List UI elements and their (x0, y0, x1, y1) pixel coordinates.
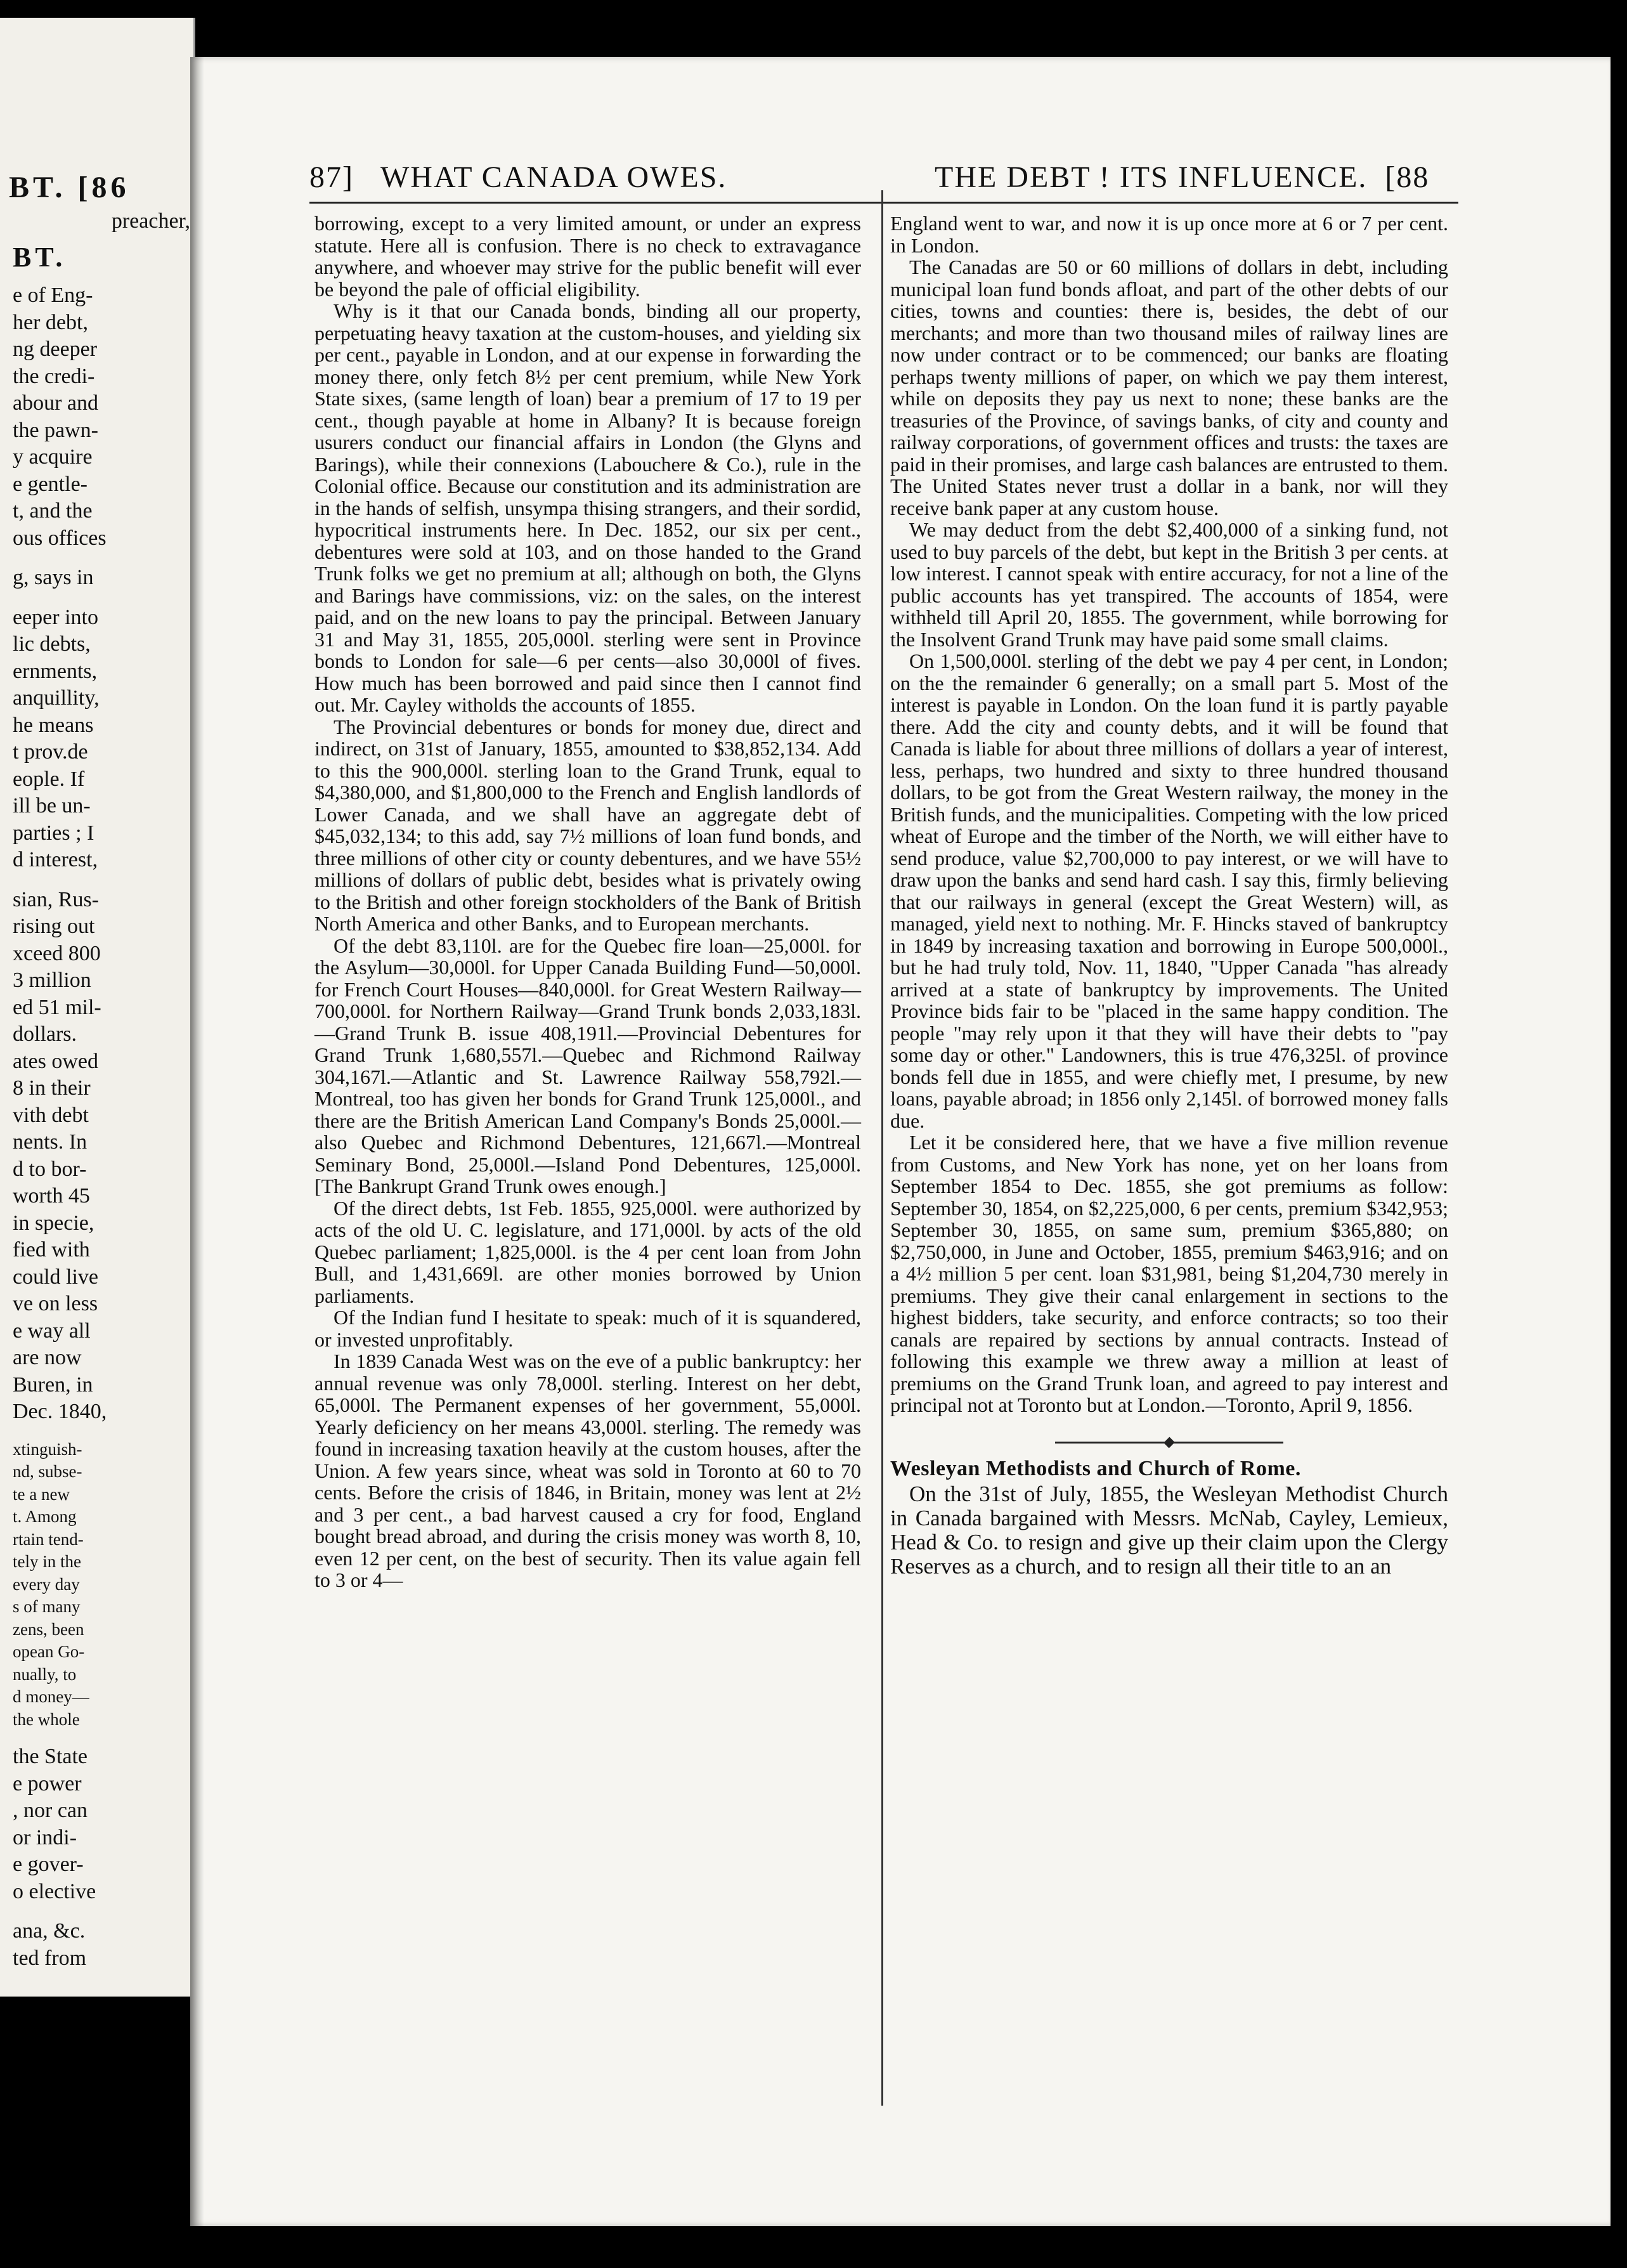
text-line: ernments, (13, 659, 98, 683)
text-line: are now (13, 1346, 82, 1369)
text-line: xceed 800 (13, 941, 101, 965)
text-line: anquillity, (13, 686, 100, 710)
text-line: tely in the (13, 1552, 81, 1571)
paragraph: In 1839 Canada West was on the eve of a public bankruptcy: her annual revenue was only 78,000l. sterling. Interest on her debt, 65,000l. The Permanent expenses of her government, 55,000l. Yearly deficiency on her means 43,000l. sterling. The remedy was found in increasing taxation heavily at the custom houses, after the Union. A few years since, wheat was sold in Toronto at 60 to 70 cents. Before the crisis of 1846, in Britain, money was lent at 2½ and 3 per cent., a bad harvest caused a cry for food, England bought bread abroad, and during the crisis money was worth 8, 10, even 12 per cent, on the best of security. Then its value again fell to 3 or 4— (314, 1350, 861, 1591)
text-line: zens, been (13, 1619, 84, 1639)
text-line: ve on less (13, 1292, 98, 1315)
text-line: t. Among (13, 1507, 77, 1526)
text-line: her debt, (13, 310, 88, 334)
text-line: sian, Rus- (13, 887, 99, 911)
text-line: d to bor- (13, 1157, 87, 1181)
text-line: ed 51 mil- (13, 995, 101, 1019)
text-line: ates owed (13, 1049, 99, 1073)
page-title-left: WHAT CANADA OWES. (380, 160, 727, 194)
page-number-left: 87] (309, 160, 354, 194)
text-line: eeper into (13, 605, 98, 629)
text-line: y acquire (13, 445, 93, 469)
text-line: t, and the (13, 499, 93, 523)
text-line: parties ; I (13, 821, 94, 845)
left-page-header: BT. [86 (9, 171, 130, 204)
text-line: every day (13, 1574, 80, 1594)
section-divider (1055, 1438, 1283, 1447)
left-page-text (13, 208, 190, 1972)
text-line: opean Go- (13, 1642, 85, 1661)
paragraph: Let it be considered here, that we have a five million revenue from Customs, and New York has none, yet on her loans from September 1854 to Dec. 1855, she got premiums as follow: September 30, 1854, on $2,225,000, 6 per cents, premium $342,953; September 30, 1855, on same sum, premium $365,880; on $2,750,000, in June and October, 1855, premium $463,916; and on a 4½ million 5 per cent. loan $31,981, being $1,204,730 merely in premiums. They give their canal enlargement in sections to the highest bidders, take security, and enforce contracts; so too their canals are repaired by sections by annual contracts. Instead of following this example we threw away a million at least of premiums on the Grand Trunk loan, and agreed to pay interest and principal not at Toronto but at London.—Toronto, April 9, 1856. (890, 1131, 1448, 1416)
text-line: 3 million (13, 968, 91, 992)
gutter-shadow (190, 57, 204, 2226)
text-line: o elective (13, 1879, 96, 1903)
text-line: rising out (13, 915, 95, 938)
text-line: ana, &c. (13, 1919, 86, 1943)
text-line: lic debts, (13, 632, 91, 656)
text-line: preacher, (111, 209, 190, 233)
text-line: Dec. 1840, (13, 1400, 107, 1423)
paragraph: Why is it that our Canada bonds, binding all our property, perpetuating heavy taxation at the custom-houses, and yielding six per cent., payable in London, and at our expense in forwarding the money there, only fetch 8½ per cent premium, while New York State sixes, (same length of loan) bear a premium of 17 to 19 per cent., though payable at home in Albany? It is because foreign usurers conduct our financial affairs in London (the Glyns and Barings), while their connexions (Labouchere & Co.), rule in the Colonial office. Because our constitution and its administration are in the hands of selfish, unsympa thising strangers, and their sordid, hypocritical instruments here. In Dec. 1852, our six per cent., debentures were sold at 103, and on those handed to the Grand Trunk folks we get no premium at all; although on both, the Glyns and Barings have commissions, viz: on the sales, on the interest paid, and on the new loans to pay the principal. Between January 31 and May 31, 1855, 205,000l. sterling were sent in Province bonds to London for sale—6 per cents—also 30,000l of fives. How much has been borrowed and paid since then I cannot find out. Mr. Cayley witholds the accounts of 1855. (314, 299, 861, 716)
paragraph: Of the direct debts, 1st Feb. 1855, 925,000l. were authorized by acts of the old U. C. legislature, and 171,000l. by acts of the old Quebec parliament; 1,825,000l. is the 4 per cent loan from John Bull, and 1,431,669l. are other monies borrowed by Union parliaments. (314, 1196, 861, 1307)
text-line: or indi- (13, 1825, 77, 1849)
column-a (314, 212, 861, 1591)
text-line: the whole (13, 1709, 80, 1729)
text-line: worth 45 (13, 1184, 90, 1208)
text-line: ted from (13, 1946, 87, 1970)
paragraph: Of the debt 83,110l. are for the Quebec fire loan—25,000l. for the Asylum—30,000l. for Upper Canada Building Fund—50,000l. for French Court Houses—840,000l. for Great Western Railway—700,000l. for Northern Railway—Grand Trunk bonds 2,033,183l.—Grand Trunk B. issue 408,191l.—Provincial Debentures for Grand Trunk 1,680,557l.—Quebec and Richmond Railway 304,167l.—Atlantic and St. Lawrence Railway 558,792l.—Montreal, too has given her bonds for Grand Trunk 125,000l., and there are the British American Land Company's Bonds 25,000l.—also Quebec and Richmond Debentures, 121,667l.—Montreal Seminary Bond, 25,000l.—Island Pond Debentures, 125,000l. [The Bankrupt Grand Trunk owes enough.] (314, 934, 861, 1197)
text-line: abour and (13, 391, 99, 415)
paragraph: We may deduct from the debt $2,400,000 of a sinking fund, not used to buy parcels of the debt, but kept in the British 3 per cents. at low interest. I cannot speak with entire accuracy, for not a line of the public accounts has yet transpired. The accounts of 1854, were withheld till April 20, 1855. The government, while borrowing for the Insolvent Grand Trunk may have paid some small claims. (890, 518, 1448, 651)
paragraph: On 1,500,000l. sterling of the debt we pay 4 per cent, in London; on the the remainder 6 generally; on a small part 5. Most of the interest is payable in London. On the loan fund it is partly payable there. Add the city and county debts, and it will be found that Canada is liable for about three millions of dollars a year of interest, less, perhaps, two hundred and sixty to three hundred thousand dollars, to be got from the Great Western railway, the money in the British funds, and the municipalities. Competing with the low priced wheat of Europe and the timber of the North, we will either have to send produce, value $2,700,000 to pay interest, or we will have to draw upon the banks and send hard cash. I say this, firmly believing that our railways in general (except the Great Western) will, as managed, yield next to nothing. Mr. F. Hincks staved of bankruptcy in 1849 by increasing taxation and borrowing in Europe 500,000l., but he had truly told, Nov. 11, 1840, "Upper Canada "has already arrived at a state of bankruptcy by improvements. The United Province bids fair to be "placed in the same happy condition. The people "may rely upon it that they will have their debts to "pay some day or other." Landowners, this is true 476,325l. of province bonds fell due in 1855, and were chiefly met, I presume, by new loans, payable abroad; in 1856 only 2,145l. of borrowed money falls due. (890, 649, 1448, 1132)
left-page-section-title: BT. (13, 244, 67, 271)
text-line: in specie, (13, 1211, 94, 1235)
text-line: could live (13, 1265, 99, 1289)
running-header-left (309, 160, 727, 195)
paragraph: The Canadas are 50 or 60 millions of dollars in debt, including municipal loan fund bonds afloat, and part of the other debts of our cities, towns and counties: there is, besides, the debt of our merchants; and more than two thousand miles of railway lines are now under contract or to be commenced; our banks are floating perhaps twenty millions of paper, on which we pay them interest, while on deposits they pay us next to none; these banks are the treasuries of the Province, of savings banks, of city and county and railway corporations, of government offices and trusts: the taxes are paid in their promises, and large cash balances are entrusted to them. The United States never trust a dollar in a bank, nor will they receive bank paper at any custom house. (890, 256, 1448, 519)
paragraph: Of the Indian fund I hesitate to speak: much of it is squandered, or invested unprofitably. (314, 1306, 861, 1351)
text-line: nd, subse- (13, 1462, 82, 1481)
text-line: s of many (13, 1597, 81, 1616)
text-line: te a new (13, 1484, 70, 1504)
paragraph: England went to war, and now it is up once more at 6 or 7 per cent. in London. (890, 212, 1448, 257)
text-line: ng deeper (13, 337, 98, 361)
header-rule (309, 202, 1458, 204)
text-line: Buren, in (13, 1372, 93, 1397)
left-page (0, 18, 195, 1997)
text-line: nents. In (13, 1130, 88, 1154)
text-line: vith debt (13, 1103, 89, 1127)
page-title-right: THE DEBT ! ITS INFLUENCE. (935, 160, 1368, 194)
text-line: d money— (13, 1687, 89, 1706)
text-line: eople. If (13, 767, 85, 791)
text-line: d interest, (13, 848, 98, 871)
text-line: the pawn- (13, 418, 99, 442)
text-line: rtain tend- (13, 1529, 84, 1549)
text-line: the State (13, 1745, 88, 1768)
text-line: ous offices (13, 526, 107, 550)
text-line: dollars. (13, 1022, 77, 1046)
text-line: xtinguish- (13, 1439, 82, 1459)
text-line: e way all (13, 1319, 91, 1343)
text-line: fied with (13, 1238, 90, 1261)
text-line: t prov.de (13, 740, 88, 764)
text-line: e of Eng- (13, 284, 93, 307)
text-line: 8 in their (13, 1076, 91, 1100)
paragraph: The Provincial debentures or bonds for money due, direct and indirect, on 31st of January, 1855, amounted to $38,852,134. Add to this the 900,000l. sterling loan to the Grand Trunk, equal to $4,380,000, and $1,800,000 to the French and English landlords of Lower Canada, and we shall have an aggregate debt of $45,032,134; to this add, say 7½ millions of loan fund bonds, and three millions of other city or county debentures, and we have 55½ millions of dollars of public debt, besides what is privately owing to the British and other foreign stockholders of the Bank of British North America and other Banks, and to European merchants. (314, 715, 861, 935)
running-header-right (935, 160, 1429, 195)
text-line: e power (13, 1771, 82, 1796)
text-line: , nor can (13, 1799, 88, 1822)
text-line: ill be un- (13, 794, 91, 818)
section-title: Wesleyan Methodists and Church of Rome. (890, 1456, 1301, 1480)
text-line: the credi- (13, 364, 95, 388)
text-line: he means (13, 713, 94, 737)
paragraph: borrowing, except to a very limited amount, or under an express statute. Here all is confusion. There is no check to extravagance anywhere, and whoever may strive for the public benefit will ever be beyond the pale of official eligibility. (314, 212, 861, 301)
paragraph: On the 31st of July, 1855, the Wesleyan Methodist Church in Canada bargained with Messrs. McNab, Cayley, Lemieux, Head & Co. to resign and give up their claim upon the Clergy Reserves as a church, and to resign all their title to an an (890, 1482, 1448, 1579)
text-line: e gentle- (13, 472, 88, 496)
column-rule (881, 190, 883, 2106)
text-line: e gover- (13, 1853, 84, 1876)
column-b (890, 212, 1448, 1579)
page-number-right: [88 (1385, 160, 1430, 194)
text-line: nually, to (13, 1664, 77, 1684)
text-line: g, says in (13, 566, 94, 589)
